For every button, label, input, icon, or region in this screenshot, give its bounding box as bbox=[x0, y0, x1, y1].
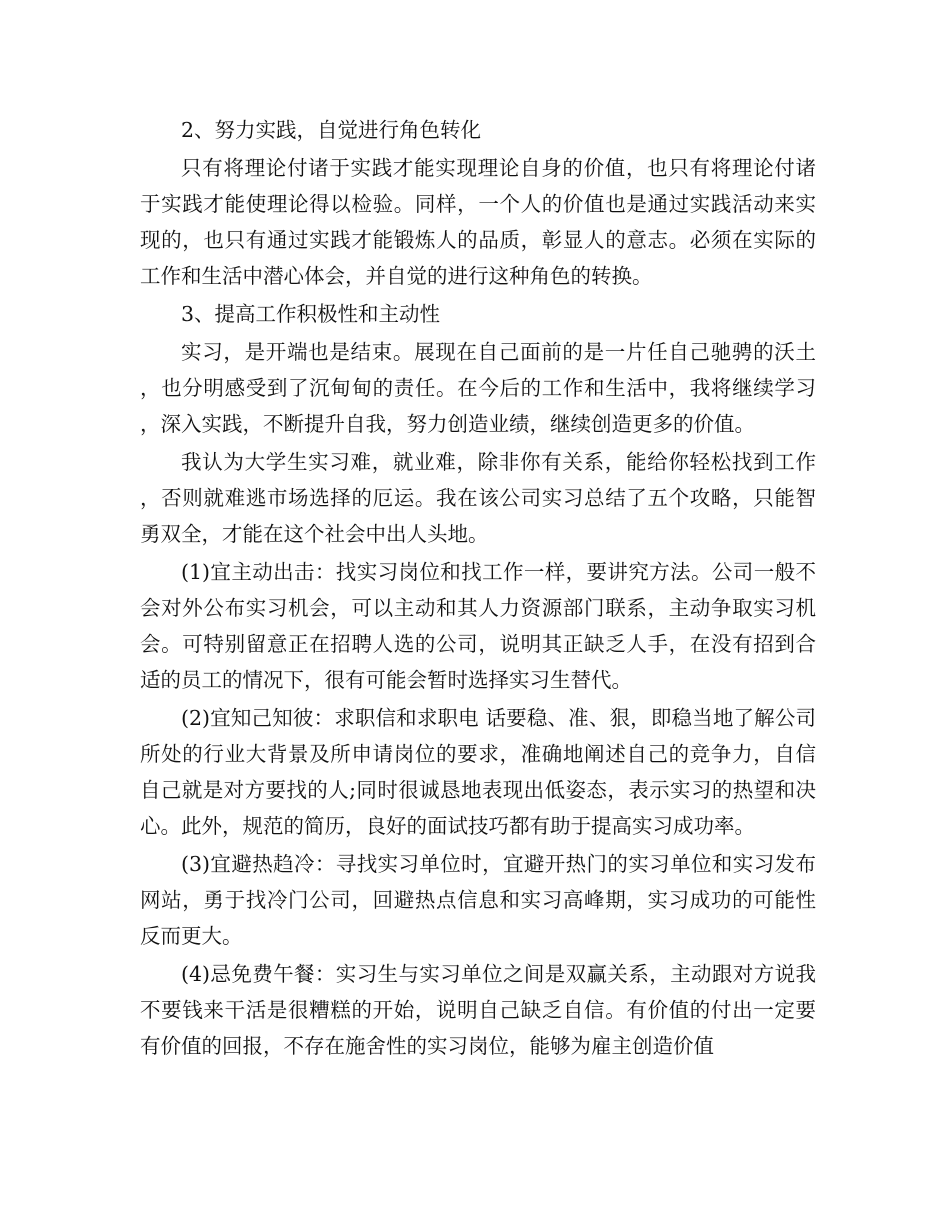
paragraph-strategy-3: (3)宜避热趋冷：寻找实习单位时，宜避开热门的实习单位和实习发布网站，勇于找冷门公司，回避热点信息和实习高峰期，实习成功的可能性反而更大。 bbox=[140, 852, 816, 948]
paragraph-strategy-2: (2)宜知己知彼：求职信和求职电 话要稳、准、狠，即稳当地了解公司所处的行业大背景及所申请岗位的要求，准确地阐述自己的竞争力，自信自己就是对方要找的人;同时很诚恳地表现出低姿态，表示实习的热望和决心。此外，规范的简历，良好的面试技巧都有助于提高实习成功率。 bbox=[140, 706, 816, 838]
section-heading-3: 3、提高工作积极性和主动性 bbox=[181, 302, 441, 326]
paragraph-five-strategies: 我认为大学生实习难，就业难，除非你有关系，能给你轻松找到工作，否则就难逃市场选择的厄运。我在该公司实习总结了五个攻略，只能智勇双全，才能在这个社会中出人头地。 bbox=[140, 450, 816, 546]
paragraph-strategy-1: (1)宜主动出击：找实习岗位和找工作一样，要讲究方法。公司一般不会对外公布实习机会，可以主动和其人力资源部门联系，主动争取实习机会。可特别留意正在招聘人选的公司，说明其正缺乏人手，在没有招到合适的员工的情况下，很有可能会暂时选择实习生替代。 bbox=[140, 560, 816, 692]
paragraph-strategy-4: (4)忌免费午餐：实习生与实习单位之间是双赢关系，主动跟对方说我不要钱来干活是很糟糕的开始，说明自己缺乏自信。有价值的付出一定要有价值的回报，不存在施舍性的实习岗位，能够为雇主创造价值 bbox=[140, 962, 816, 1058]
section-heading-2: 2、努力实践，自觉进行角色转化 bbox=[181, 118, 482, 142]
paragraph-theory-practice: 只有将理论付诸于实践才能实现理论自身的价值，也只有将理论付诸于实践才能使理论得以检验。同样，一个人的价值也是通过实践活动来实现的，也只有通过实践才能锻炼人的品质，彰显人的意志。必须在实际的工作和生活中潜心体会，并自觉的进行这种角色的转换。 bbox=[140, 156, 816, 288]
paragraph-internship-start: 实习，是开端也是结束。展现在自己面前的是一片任自己驰骋的沃土，也分明感受到了沉甸甸的责任。在今后的工作和生活中，我将继续学习，深入实践，不断提升自我，努力创造业绩，继续创造更多的价值。 bbox=[140, 340, 816, 436]
document-body bbox=[140, 112, 816, 1066]
